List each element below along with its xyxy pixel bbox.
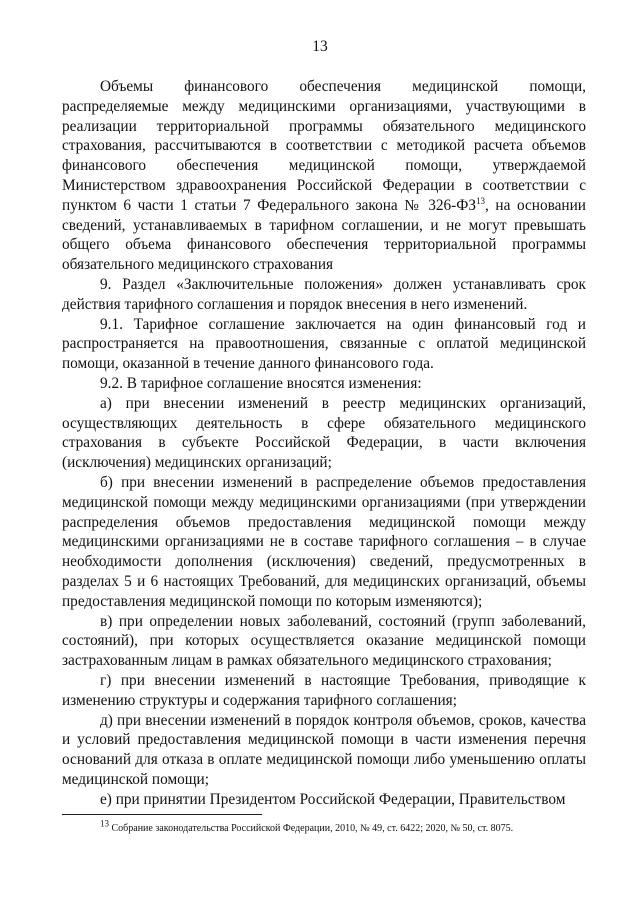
list-item-a: а) при внесении изменений в реестр медицинских организаций, осуществляющих деятельность в сфере обязательного медицинского страхования в субъекте Российской Федерации, в части включения (исключения) медицинских организаций; (62, 394, 586, 472)
footnote-text: Собрание законодательства Российской Федерации, 2010, № 49, ст. 6422; 2020, № 50, ст. 8075. (111, 823, 514, 834)
page-number: 13 (312, 38, 328, 55)
list-item-b: б) при внесении изменений в распределение объемов предоставления медицинской помощи между медицинскими организациями (при утверждении распределения объемов предоставления медицинской помощи между медицинскими организациями не в составе тарифного соглашения – в случае необходимости дополнения (исключения) сведений, предусмотренных в разделах 5 и 6 настоящих Требований, для медицинских организаций, объемы предоставления медицинской помощи по которым изменяются); (62, 473, 586, 610)
paragraph-section-9-2: 9.2. В тарифное соглашение вносятся изменения: (100, 374, 422, 392)
list-item-d: д) при внесении изменений в порядок контроля объемов, сроков, качества и условий предоставления медицинской помощи в части изменения перечня оснований для отказа в оплате медицинской помощи либо уменьшению оплаты медицинской помощи; (62, 711, 586, 788)
footnote-divider (62, 814, 262, 815)
document-body (62, 77, 586, 809)
list-item-g: г) при внесении изменений в настоящие Требования, приводящие к изменению структуры и содержания тарифного соглашения; (62, 671, 586, 709)
paragraph-text: Объемы финансового обеспечения медицинской помощи, распределяемые между медицинскими организациями, участвующими в реализации территориальной программы обязательного медицинского страхования, рассчитываются в соответствии с методикой расчета объемов финансового обеспечения медицинской помощи, утверждаемой Министерством здравоохранения Российской Федерации в соответствии с пунктом 6 части 1 статьи 7 Федерального закона № 326-ФЗ (62, 78, 586, 214)
footnote-reference: 13 (476, 195, 486, 206)
paragraph-section-9-1: 9.1. Тарифное соглашение заключается на один финансовый год и распространяется на правоотношения, связанные с оплатой медицинской помощи, оказанной в течение данного финансового года. (62, 315, 586, 373)
list-item-e: е) при принятии Президентом Российской Федерации, Правительством (100, 790, 566, 808)
list-item-v: в) при определении новых заболеваний, состояний (групп заболеваний, состояний), при которых осуществляется оказание медицинской помощи застрахованным лицам в рамках обязательного медицинского страхования; (62, 612, 586, 670)
footnote (62, 818, 586, 835)
paragraph-section-9: 9. Раздел «Заключительные положения» должен устанавливать срок действия тарифного соглашения и порядок внесения в него изменений. (62, 275, 586, 313)
paragraph-text-tail: , на основании сведений, устанавливаемых в тарифном соглашении, и не могут превышать общего объема финансового обеспечения территориальной программы обязательного медицинского страхования (62, 196, 586, 274)
footnote-marker: 13 (100, 818, 109, 829)
paragraph-financing-volumes (62, 77, 586, 275)
